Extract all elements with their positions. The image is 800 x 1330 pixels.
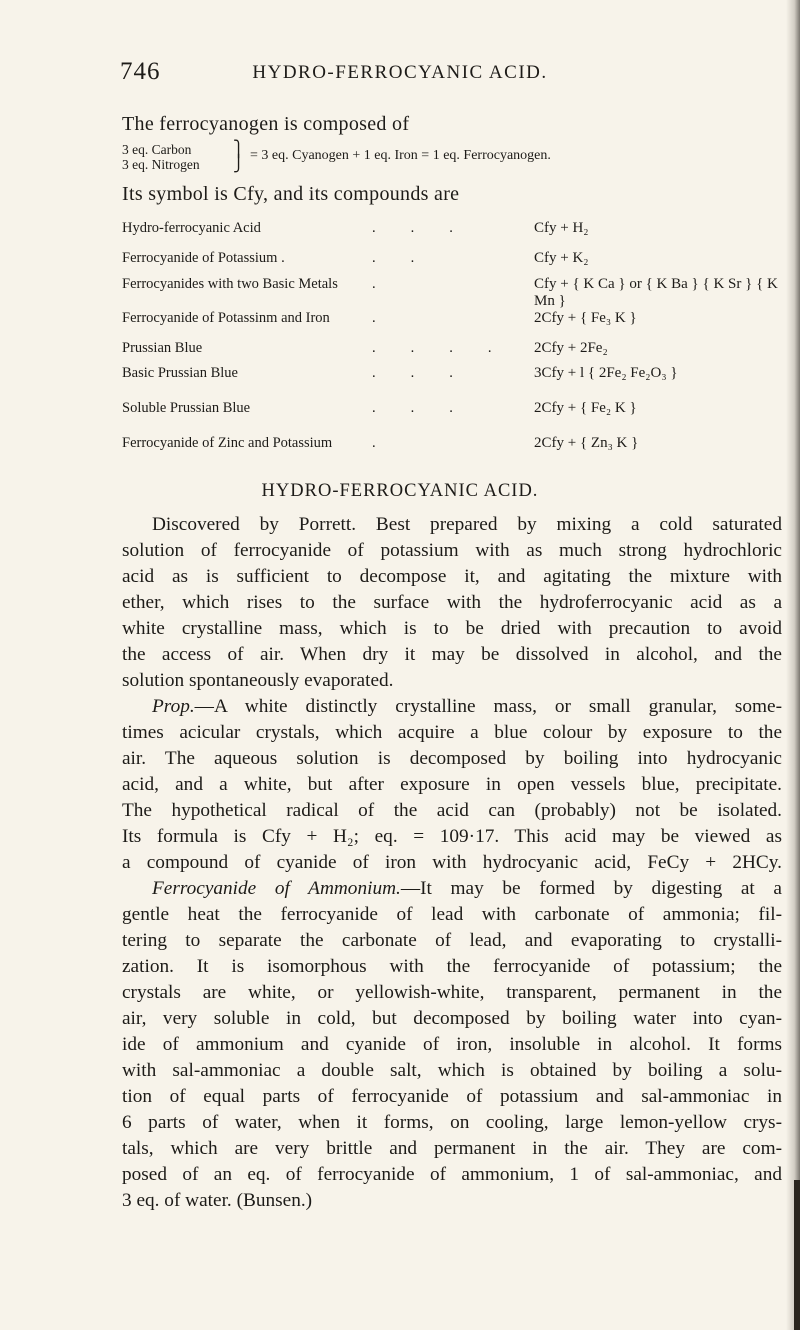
body-line: white crystalline mass, which is to be dried with precaution to avoid	[122, 618, 782, 639]
leader-dots: ...	[372, 365, 488, 381]
leader-dots: ..	[372, 250, 450, 266]
body-line: the access of air. When dry it may be dissolved in alcohol, and the	[122, 644, 782, 665]
compound-name: Prussian Blue	[122, 340, 203, 356]
body-line: acid as is sufficient to decompose it, and agitating the mixture with	[122, 566, 782, 587]
body-line: tering to separate the carbonate of lead, and evaporating to crystalli-	[122, 930, 782, 951]
compound-formula: 2Cfy + { Fe₃ K }	[534, 310, 637, 326]
body-line: acid, and a white, but after exposure in open vessels blue, precipitate.	[122, 774, 782, 795]
compound-row	[122, 310, 782, 342]
compound-formula: 3Cfy + l { 2Fe₂ Fe₂O₃ }	[534, 365, 678, 381]
body-line: air, very soluble in cold, but decomposed by boiling water into cyan-	[122, 1008, 782, 1029]
body-line: solution of ferrocyanide of potassium with as much strong hydrochloric	[122, 540, 782, 561]
body-line: a compound of cyanide of iron with hydrocyanic acid, FeCy + 2HCy.	[122, 852, 782, 873]
leader-dots: .	[372, 310, 411, 326]
equation-result: = 3 eq. Cyanogen + 1 eq. Iron = 1 eq. Ferrocyanogen.	[250, 148, 551, 163]
compound-formula: Cfy + H₂	[534, 220, 589, 236]
equation-stack	[122, 142, 200, 172]
compound-row	[122, 400, 782, 432]
body-line: gentle heat the ferrocyanide of lead with carbonate of ammonia; fil-	[122, 904, 782, 925]
page-header	[0, 58, 800, 88]
body-line: Discovered by Porrett. Best prepared by mixing a cold saturated	[152, 514, 782, 535]
body-line: air. The aqueous solution is decomposed by boiling into hydrocyanic	[122, 748, 782, 769]
running-title: HYDRO-FERROCYANIC ACID.	[252, 62, 548, 83]
body-line: 6 parts of water, when it forms, on cooling, large lemon-yellow crys-	[122, 1112, 782, 1133]
compound-name: Basic Prussian Blue	[122, 365, 238, 381]
body-line: Ferrocyanide of Ammonium.—It may be formed by digesting at a	[152, 878, 782, 899]
compound-formula: Cfy + { K Ca } or { K Ba } { K Sr } { K Mn }	[534, 276, 778, 309]
body-line: ide of ammonium and cyanide of iron, insoluble in alcohol. It forms	[122, 1034, 782, 1055]
body-line: Its formula is Cfy + H₂; eq. = 109·17. This acid may be viewed as	[122, 826, 782, 847]
body-line: crystals are white, or yellowish-white, transparent, permanent in the	[122, 982, 782, 1003]
leader-dots: .	[372, 435, 411, 451]
compound-name: Ferrocyanides with two Basic Metals	[122, 276, 338, 292]
compound-name: Ferrocyanide of Potassinm and Iron	[122, 310, 330, 326]
body-line: The hypothetical radical of the acid can (probably) not be isolated.	[122, 800, 782, 821]
body-line: tion of equal parts of ferrocyanide of potassium and sal-ammoniac in	[122, 1086, 782, 1107]
compound-name: Ferrocyanide of Zinc and Potassium	[122, 435, 333, 451]
equation-line-nitrogen: 3 eq. Nitrogen	[122, 157, 200, 172]
body-text	[122, 512, 782, 1214]
compound-formula: 2Cfy + 2Fe₂	[534, 340, 608, 356]
compound-formula: 2Cfy + { Fe₂ K }	[534, 400, 637, 416]
body-line: zation. It is isomorphous with the ferrocyanide of potassium; the	[122, 956, 782, 977]
intro-sentence: The ferrocyanogen is composed of	[122, 113, 410, 135]
composition-equation	[122, 142, 722, 182]
compound-formula: 2Cfy + { Zn₃ K }	[534, 435, 639, 451]
body-line: Prop.—A white distinctly crystalline mass, or small granular, some-	[152, 696, 782, 717]
compound-row	[122, 435, 782, 467]
compound-row	[122, 220, 782, 252]
compound-row	[122, 365, 782, 397]
page-edge-binding	[794, 1180, 800, 1330]
page-edge-shadow	[786, 0, 800, 1330]
compound-row	[122, 276, 782, 308]
section-title: HYDRO-FERROCYANIC ACID.	[261, 481, 539, 501]
compound-name: Ferrocyanide of Potassium .	[122, 250, 285, 266]
leader-dots: ...	[372, 220, 488, 236]
leader-dots: ....	[372, 340, 527, 356]
equation-line-carbon: 3 eq. Carbon	[122, 142, 192, 157]
symbol-sentence: Its symbol is Cfy, and its compounds are	[122, 183, 460, 205]
body-line: 3 eq. of water. (Bunsen.)	[122, 1190, 313, 1211]
compound-formula: Cfy + K₂	[534, 250, 589, 266]
compound-name: Hydro-ferrocyanic Acid	[122, 220, 261, 236]
body-line: times acicular crystals, which acquire a blue colour by exposure to the	[122, 722, 782, 743]
compound-name: Soluble Prussian Blue	[122, 400, 251, 416]
body-line: tals, which are very brittle and permanent in the air. They are com-	[122, 1138, 782, 1159]
body-line: solution spontaneously evaporated.	[122, 670, 394, 691]
page-number: 746	[120, 58, 161, 85]
leader-dots: .	[372, 276, 411, 292]
body-line: posed of an eq. of ferrocyanide of ammonium, 1 of sal-ammoniac, and	[122, 1164, 782, 1185]
body-line: ether, which rises to the surface with the hydroferrocyanic acid as a	[122, 592, 782, 613]
body-line: with sal-ammoniac a double salt, which is obtained by boiling a solu-	[122, 1060, 782, 1081]
leader-dots: ...	[372, 400, 488, 416]
brace-icon: ⎫ ⎭	[233, 141, 245, 173]
